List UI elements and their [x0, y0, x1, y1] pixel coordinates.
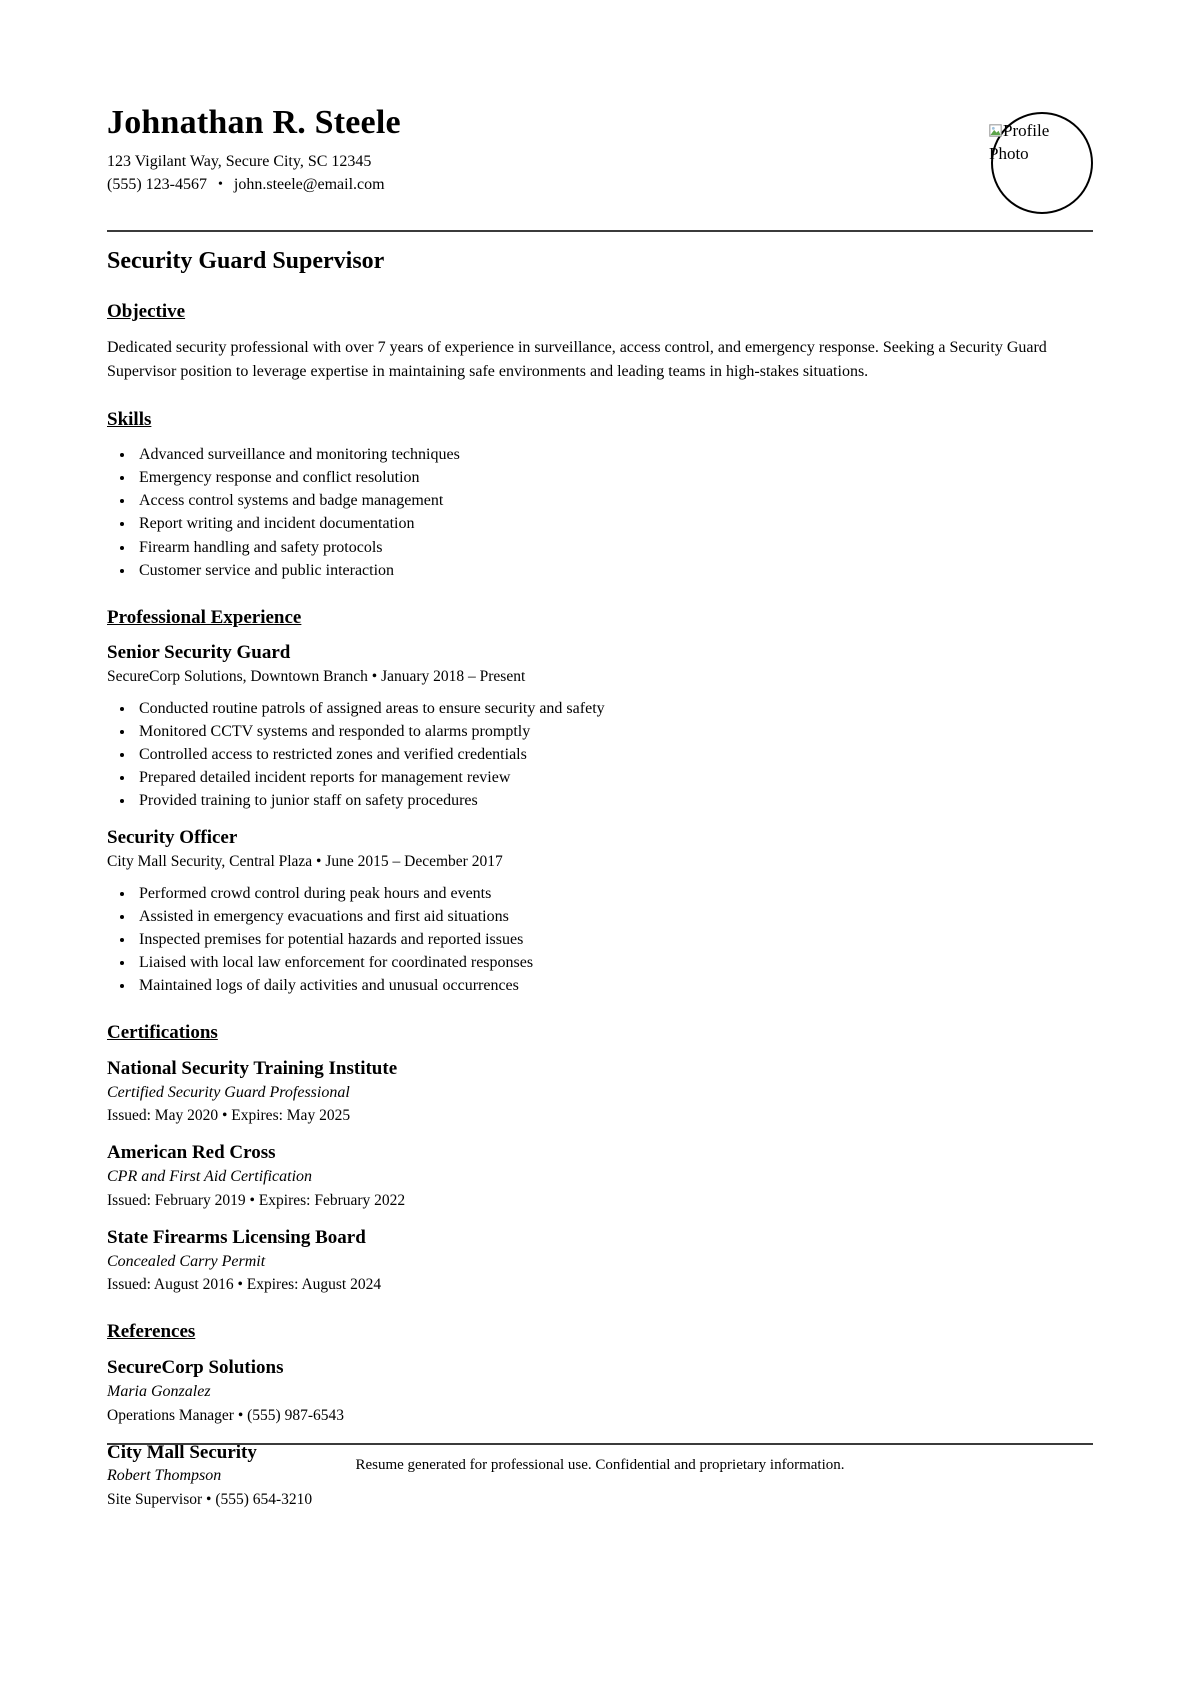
section-references — [107, 1321, 1093, 1511]
reference-detail: Operations Manager • (555) 987-6543 — [107, 1406, 345, 1424]
header-divider — [107, 230, 1093, 232]
reference-name: Maria Gonzalez — [107, 1382, 211, 1400]
job-meta: SecureCorp Solutions, Downtown Branch • January 2018 – Present — [107, 668, 526, 686]
job-entry — [107, 641, 1093, 812]
certifications-heading: Certifications — [107, 1022, 218, 1044]
header-identity — [107, 104, 401, 196]
job-duties-list — [107, 697, 1093, 812]
job-duty: • Controlled access to restricted zones and verified credentials — [135, 743, 1093, 766]
objective-heading: Objective — [107, 300, 186, 322]
reference-name: Robert Thompson — [107, 1467, 222, 1485]
section-objective — [107, 301, 1093, 384]
skills-list — [107, 443, 1093, 581]
skills-heading: Skills — [107, 408, 152, 430]
job-title: Security Officer — [107, 827, 238, 849]
certification-org: State Firearms Licensing Board — [107, 1226, 366, 1248]
job-title: Senior Security Guard — [107, 642, 291, 664]
resume-title: Security Guard Supervisor — [107, 248, 385, 274]
footer — [107, 1443, 1093, 1474]
phone-number: (555) 123-4567 — [107, 175, 207, 193]
job-duty: • Conducted routine patrols of assigned areas to ensure security and safety — [135, 697, 1093, 720]
reference-company: City Mall Security — [107, 1441, 257, 1463]
skill-item: • Customer service and public interaction — [135, 559, 1093, 582]
address-line: 123 Vigilant Way, Secure City, SC 12345 — [107, 153, 372, 171]
certification-dates: Issued: February 2019 • Expires: February 2022 — [107, 1191, 406, 1209]
job-duties-list — [107, 882, 1093, 997]
header — [107, 0, 1093, 214]
job-duty: • Assisted in emergency evacuations and first aid situations — [135, 905, 1093, 928]
certification-org: American Red Cross — [107, 1142, 276, 1164]
certification-entry — [107, 1226, 1093, 1296]
job-duty: • Provided training to junior staff on safety procedures — [135, 789, 1093, 812]
certification-entry — [107, 1057, 1093, 1127]
person-name: Johnathan R. Steele — [107, 104, 401, 141]
section-skills — [107, 409, 1093, 582]
contact-line — [107, 175, 401, 196]
references-heading: References — [107, 1321, 196, 1343]
profile-photo-placeholder — [991, 112, 1093, 214]
skill-item: • Firearm handling and safety protocols — [135, 536, 1093, 559]
email-address: john.steele@email.com — [233, 175, 385, 193]
section-experience — [107, 607, 1093, 997]
job-duty: • Inspected premises for potential hazards and reported issues — [135, 928, 1093, 951]
section-certifications — [107, 1022, 1093, 1296]
job-duty: • Maintained logs of daily activities and unusual occurrences — [135, 974, 1093, 997]
skill-item: • Report writing and incident documentation — [135, 512, 1093, 535]
certification-entry — [107, 1141, 1093, 1211]
job-duty: • Monitored CCTV systems and responded to alarms promptly — [135, 720, 1093, 743]
certification-dates: Issued: August 2016 • Expires: August 2024 — [107, 1276, 382, 1294]
skill-item: • Advanced surveillance and monitoring techniques — [135, 443, 1093, 466]
reference-detail: Site Supervisor • (555) 654-3210 — [107, 1491, 313, 1509]
profile-photo-alt-text: Profile Photo — [989, 121, 1050, 163]
objective-text: Dedicated security professional with over 7 years of experience in surveillance, access control, and emergency response. Seeking a Security Guard Supervisor position to leverage expertise in maintaining safe environments and leading teams in high-stakes situations. — [107, 338, 1047, 380]
job-duty: • Performed crowd control during peak hours and events — [135, 882, 1093, 905]
certification-credential: CPR and First Aid Certification — [107, 1168, 313, 1186]
footer-note: Resume generated for professional use. Confidential and proprietary information. — [355, 1457, 845, 1473]
contact-separator-dot: • — [217, 176, 223, 192]
job-entry — [107, 826, 1093, 997]
certification-org: National Security Training Institute — [107, 1057, 398, 1079]
reference-company: SecureCorp Solutions — [107, 1357, 284, 1379]
broken-image-icon — [989, 124, 1002, 137]
job-duty: • Prepared detailed incident reports for management review — [135, 766, 1093, 789]
certification-credential: Concealed Carry Permit — [107, 1252, 266, 1270]
reference-entry — [107, 1356, 1093, 1426]
certification-dates: Issued: May 2020 • Expires: May 2025 — [107, 1107, 351, 1125]
job-duty: • Liaised with local law enforcement for coordinated responses — [135, 951, 1093, 974]
footer-divider — [107, 1443, 1093, 1445]
experience-heading: Professional Experience — [107, 606, 302, 628]
job-meta: City Mall Security, Central Plaza • June 2015 – December 2017 — [107, 852, 503, 870]
certification-credential: Certified Security Guard Professional — [107, 1083, 350, 1101]
skill-item: • Emergency response and conflict resolution — [135, 466, 1093, 489]
skill-item: • Access control systems and badge management — [135, 489, 1093, 512]
